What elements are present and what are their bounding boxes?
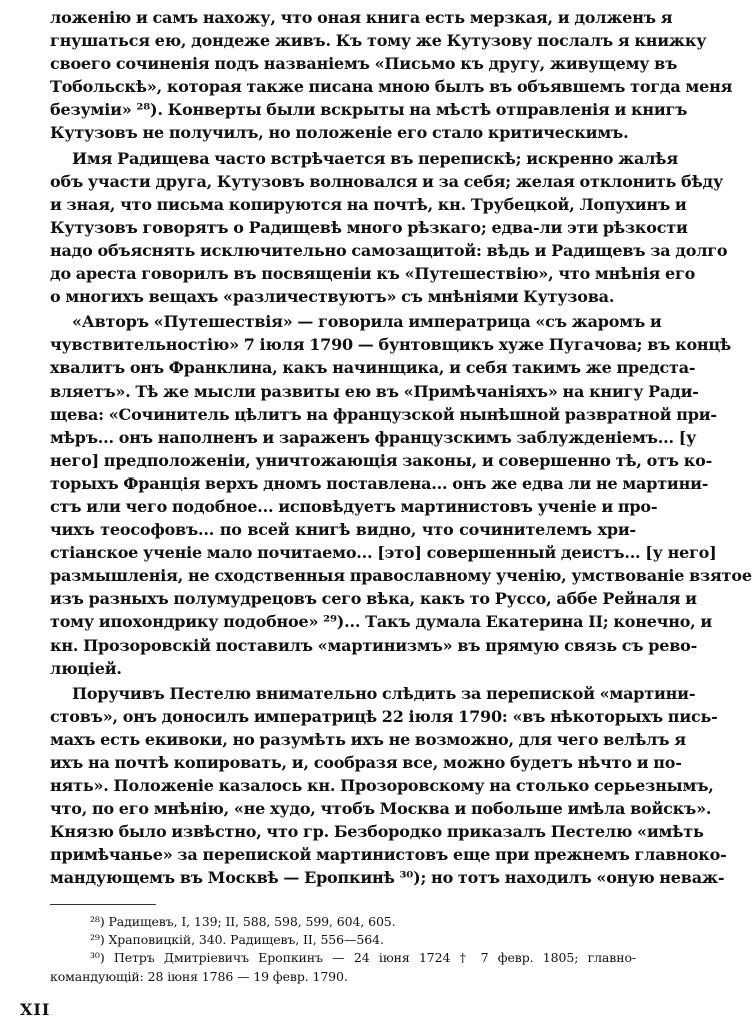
text-line: ихъ на почтѣ копировать, и, сообразя все, можно будетъ нѣчто и по-	[50, 753, 682, 772]
text-line: стiанское ученiе мало почитаемо... [это] совершенный деистъ... [у него]	[50, 543, 717, 563]
text-line: «Авторъ «Путешествiя» — говорила императрица «съ жаромъ и	[72, 312, 662, 332]
text-line: стовъ», онъ доносилъ императрицѣ 22 iюля 1790: «въ нѣкоторыхъ пись-	[50, 706, 718, 726]
footnote-line: ³⁰) Петръ Дмитрiевичъ Еропкинъ — 24 iюня 1724 † 7 февр. 1805; главно-	[90, 950, 636, 966]
text-line: мандующемъ въ Москвѣ — Еропкинѣ ³⁰); но тотъ находилъ «оную неваж-	[50, 868, 725, 888]
page-body	[50, 6, 752, 986]
text-line: кн. Прозоровскiй поставилъ «мартинизмъ» въ прямую связь съ рево-	[50, 635, 698, 655]
text-line: гнушаться ею, дондеже живъ. Къ тому же Кутузову послалъ я книжку	[50, 31, 707, 51]
footnote-line: ²⁹) Храповицкiй, 340. Радищевъ, II, 556—564.	[90, 931, 384, 947]
text-line: Тобольскѣ», которая также писана мною былъ въ объявшемъ тогда меня	[50, 77, 733, 97]
text-line: Князю было извѣстно, что гр. Безбородко приказалъ Пестелю «имѣть	[50, 822, 704, 842]
text-line: чувствительностiю» 7 iюля 1790 — бунтовщикъ хуже Пугачова; въ концѣ	[50, 335, 732, 355]
text-line: стъ или чего подобное... исповѣдуетъ мартинистовъ ученiе и про-	[50, 496, 658, 516]
footnote-divider	[50, 904, 156, 905]
footnotes	[50, 913, 636, 987]
text-line: безумiи» ²⁸). Конверты были вскрыты на мѣстѣ отправленiя и книгъ	[50, 100, 688, 120]
text-line: люцiей.	[50, 658, 122, 678]
text-line: вляетъ». Тѣ же мысли развиты ею въ «Примѣчанiяхъ» на книгу Ради-	[50, 381, 699, 401]
text-line: Кутузовъ говорятъ о Радищевѣ много рѣзкаго; едва-ли эти рѣзкости	[50, 217, 688, 237]
text-line: мѣръ... онъ наполненъ и зараженъ французскимъ заблужденiемъ... [у	[50, 427, 697, 447]
text-line: примѣчанье» за перепиской мартинистовъ еще при прежнемъ главноко-	[50, 845, 727, 865]
text-line: до ареста говорилъ въ посвященiи къ «Путешествiю», что мнѣнiя его	[50, 264, 696, 284]
text-line: махъ есть екивоки, но разумѣть ихъ не возможно, для чего велѣлъ я	[50, 729, 686, 749]
text-line: изъ разныхъ полумудрецовъ сего вѣка, какъ то Руссо, аббе Рейналя и	[50, 589, 697, 609]
text-line: хвалитъ онъ Франклина, какъ начинщика, и себя такимъ же предста-	[50, 358, 696, 378]
text-line: Имя Радищева часто встрѣчается въ перепискѣ; искренно жалѣя	[72, 148, 678, 168]
text-line: Поручивъ Пестелю внимательно слѣдить за перепиской «мартини-	[72, 683, 696, 703]
text-line: тому ипохондрику подобное» ²⁹)... Такъ думала Екатерина II; конечно, и	[50, 612, 713, 632]
footnote-line: ²⁸) Радищевъ, I, 139; II, 588, 598, 599, 604, 605.	[90, 913, 396, 929]
text-line: чихъ теософовъ... по всей книгѣ видно, что сочинителемъ хри-	[50, 520, 636, 540]
text-line: объ участи друга, Кутузовъ волновался и за себя; желая отклонить бѣду	[50, 171, 724, 191]
text-line: нять». Положенiе казалось кн. Прозоровскому на столько серьезнымъ,	[50, 776, 714, 796]
text-line: торыхъ Францiя верхъ дномъ поставлена... онъ же едва ли не мартини-	[50, 473, 709, 493]
text-line: о многихъ вещахъ «различествуютъ» съ мнѣнiями Кутузова.	[50, 287, 615, 307]
text-line: и зная, что письма копируются на почтѣ, кн. Трубецкой, Лопухинъ и	[50, 194, 687, 214]
text-line: что, по его мнѣнiю, «не худо, чтобъ Москва и побольше имѣла войскъ».	[50, 799, 712, 819]
text-line: размышленiя, не сходственныя православному ученiю, умствованiе взятое	[50, 566, 752, 586]
main-text	[50, 6, 752, 890]
text-line: надо объяснять исключительно самозащитой: вѣдь и Радищевъ за долго	[50, 240, 728, 260]
text-line: своего сочиненiя подъ названiемъ «Письмо къ другу, живущему въ	[50, 54, 678, 74]
page-number: XII	[20, 1000, 51, 1019]
text-line: Кутузовъ не получилъ, но положенiе его стало критическимъ.	[50, 123, 629, 143]
footnote-line: командующiй: 28 iюня 1786 — 19 февр. 1790.	[50, 968, 348, 984]
text-line: ложенiю и самъ нахожу, что оная книга есть мерзкая, и долженъ я	[50, 8, 673, 27]
text-line: него] предположенiи, уничтожающiя законы, и совершенно тѣ, отъ ко-	[50, 450, 713, 470]
text-line: щева: «Сочинитель цѣлитъ на французской нынѣшной развратной при-	[50, 404, 717, 424]
